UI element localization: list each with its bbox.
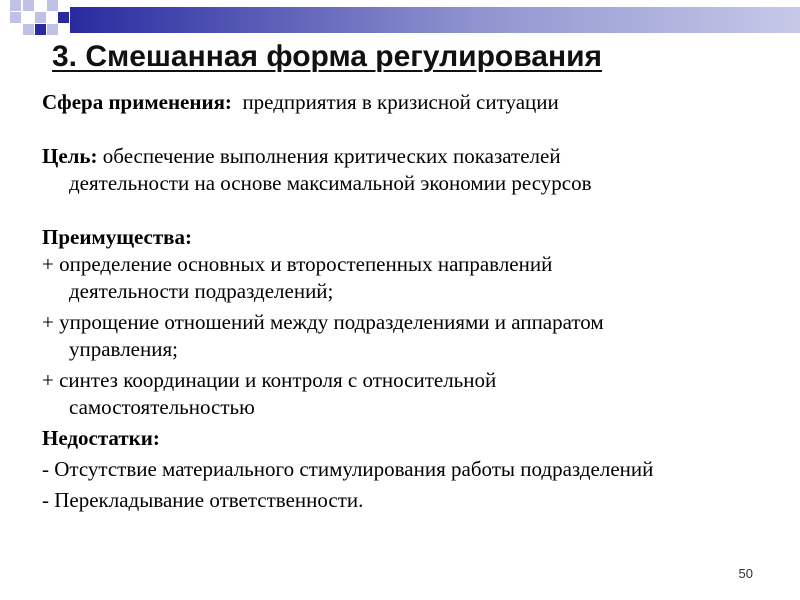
deco-square: [23, 0, 34, 11]
disadvantages-heading: Недостатки:: [42, 426, 160, 450]
deco-square: [23, 24, 34, 35]
deco-square: [10, 12, 21, 23]
advantage-item-continued: самостоятельностью: [69, 395, 255, 419]
advantage-item: + упрощение отношений между подразделениями и аппаратом: [42, 310, 604, 334]
advantage-item: + определение основных и второстепенных направлений: [42, 252, 553, 276]
scope-value: предприятия в кризисной ситуации: [242, 90, 559, 114]
slide-title: 3. Смешанная форма регулирования: [52, 40, 603, 73]
deco-square: [10, 0, 21, 11]
page-number: 50: [738, 566, 753, 581]
advantage-item: + синтез координации и контроля с относительной: [42, 368, 497, 392]
header-gradient-bar: [70, 7, 800, 33]
advantage-item-continued: деятельности подразделений;: [69, 279, 334, 303]
header-decoration: [0, 0, 800, 40]
deco-square-dark: [58, 12, 69, 23]
deco-square-dark: [35, 24, 46, 35]
disadvantage-item: - Отсутствие материального стимулирования работы подразделений: [42, 457, 654, 481]
deco-square: [35, 12, 46, 23]
slide-body: [42, 89, 800, 514]
goal-line: [42, 143, 800, 170]
advantages-heading: Преимущества:: [42, 225, 193, 249]
disadvantage-item: - Перекладывание ответственности.: [42, 488, 364, 512]
goal-label: Цель:: [42, 144, 98, 168]
deco-square: [47, 24, 58, 35]
goal-value: обеспечение выполнения критических показателей: [102, 144, 561, 168]
goal-value-continued: деятельности на основе максимальной экономии ресурсов: [69, 171, 592, 195]
deco-square: [47, 0, 58, 11]
advantage-item-continued: управления;: [69, 337, 178, 361]
scope-line: [42, 89, 800, 116]
scope-label: Сфера применения:: [42, 90, 232, 114]
